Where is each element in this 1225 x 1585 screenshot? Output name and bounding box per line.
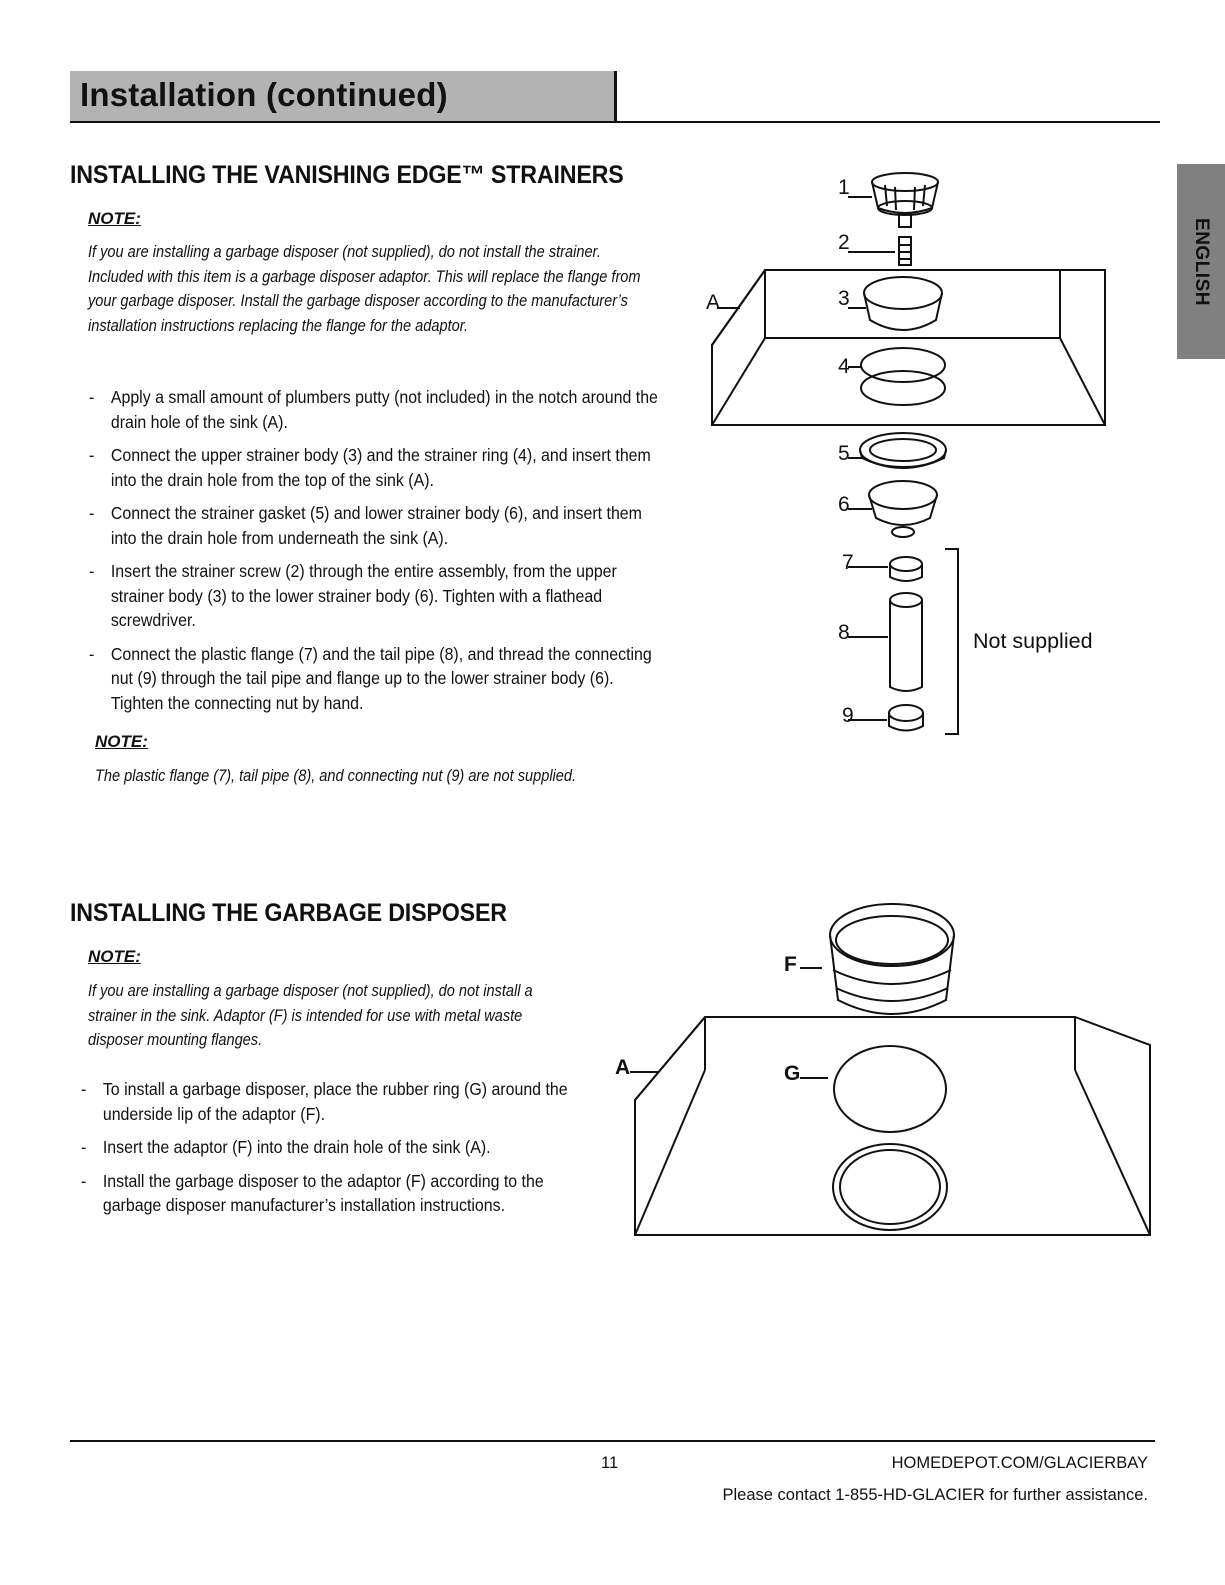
diagram-label-g: G [784,1062,801,1085]
step-text: Apply a small amount of plumbers putty (not included) in the notch around the drain hole of the sink (A). [110,387,658,432]
page-title: Installation (continued) [80,76,448,113]
footer-contact: Please contact 1-855-HD-GLACIER for further assistance. [722,1486,1148,1504]
drain-hole-icon [833,1144,947,1230]
sink-outline [635,1017,1150,1235]
section-heading-disposer: INSTALLING THE GARBAGE DISPOSER [70,899,507,927]
step-text: Connect the upper strainer body (3) and the strainer ring (4), and insert them into the drain hole from the top of the sink (A). [110,445,651,490]
step-text: Connect the strainer gasket (5) and lower strainer body (6), and insert them into the drain hole from underneath the sink (A). [110,503,642,548]
strainer-exploded-diagram [690,160,1130,750]
plastic-flange-icon [890,557,922,571]
language-tab-label: ENGLISH [1191,217,1212,306]
diagram-label-2: 2 [838,231,850,254]
step-item [81,1135,600,1160]
diagram-label-7: 7 [842,551,854,574]
footer-website-link[interactable]: HOMEDEPOT.COM/GLACIERBAY [891,1454,1148,1472]
note-text-2: The plastic flange (7), tail pipe (8), and connecting nut (9) are not supplied. [95,767,577,785]
page-number: 11 [601,1454,619,1472]
not-supplied-bracket [945,549,958,734]
step-dash: - [81,1079,87,1099]
diagram-label-1: 1 [838,176,850,199]
adaptor-icon [830,904,954,966]
step-text: Connect the plastic flange (7) and the tail pipe (8), and thread the connecting nut (9) through the tail pipe and flange up to the lower strainer body (6). Tighten the connecting nut by hand. [110,643,652,713]
note-label-disposer: NOTE: [88,947,141,966]
note-label: NOTE: [88,209,141,228]
not-supplied-label: Not supplied [973,629,1093,653]
strainer-steps [89,385,662,724]
language-tab [1177,164,1225,359]
title-rule [70,121,1160,123]
footer-rule [70,1440,1155,1442]
step-dash: - [89,387,95,407]
rubber-ring-icon [834,1046,946,1132]
step-text: Install the garbage disposer to the adaptor (F) according to the garbage disposer manufacturer’s installation instructions. [102,1170,544,1215]
diagram-label-a: A [615,1056,631,1079]
step-item [89,642,662,716]
step-item [81,1077,600,1126]
step-dash: - [89,503,95,523]
step-dash: - [89,643,95,664]
step-item [89,501,662,550]
tail-pipe-icon [890,593,922,607]
diagram-label-6: 6 [838,493,850,516]
note-text-disposer: If you are installing a garbage disposer (not supplied), do not install a strainer in the sink. Adaptor (F) is intended for use with metal waste disposer mounting flanges. [88,982,533,1049]
diagram-label-sink-a: A [706,291,721,314]
diagram-label-9: 9 [842,704,854,727]
section-heading-strainers: INSTALLING THE VANISHING EDGE™ STRAINERS [70,161,624,189]
diagram-label-5: 5 [838,442,850,465]
diagram-label-8: 8 [838,621,850,644]
strainer-basket-icon [872,173,938,191]
step-text: Insert the strainer screw (2) through the entire assembly, from the upper strainer body (3) to the lower strainer body (6). Tighten with a flathead screwdriver. [110,561,617,630]
step-text: To install a garbage disposer, place the rubber ring (G) around the underside lip of the adaptor (F). [102,1079,568,1124]
step-dash: - [89,561,95,581]
step-item [89,443,662,492]
step-dash: - [89,445,95,465]
disposer-steps [81,1077,600,1227]
step-item [81,1169,600,1218]
disposer-adaptor-diagram [600,890,1160,1240]
step-dash: - [81,1137,87,1157]
step-item [89,559,662,633]
step-text: Insert the adaptor (F) into the drain hole of the sink (A). [102,1137,491,1157]
diagram-label-4: 4 [838,355,850,378]
step-dash: - [81,1170,87,1191]
connecting-nut-icon [889,705,923,721]
lower-strainer-body-icon [869,481,937,509]
note-label-2: NOTE: [95,732,148,751]
diagram-label-3: 3 [838,287,850,310]
upper-strainer-body-icon [864,277,942,309]
diagram-label-f: F [784,953,797,976]
step-item [89,385,662,434]
note-text: If you are installing a garbage disposer (not supplied), do not install the strainer. Included with this item is a garbage disposer adaptor. This will replace the flange from your garbage disposer. Install the garbage disposer according to the manufacturer’s installation instructions replacing the flange for the adaptor. [88,243,641,335]
